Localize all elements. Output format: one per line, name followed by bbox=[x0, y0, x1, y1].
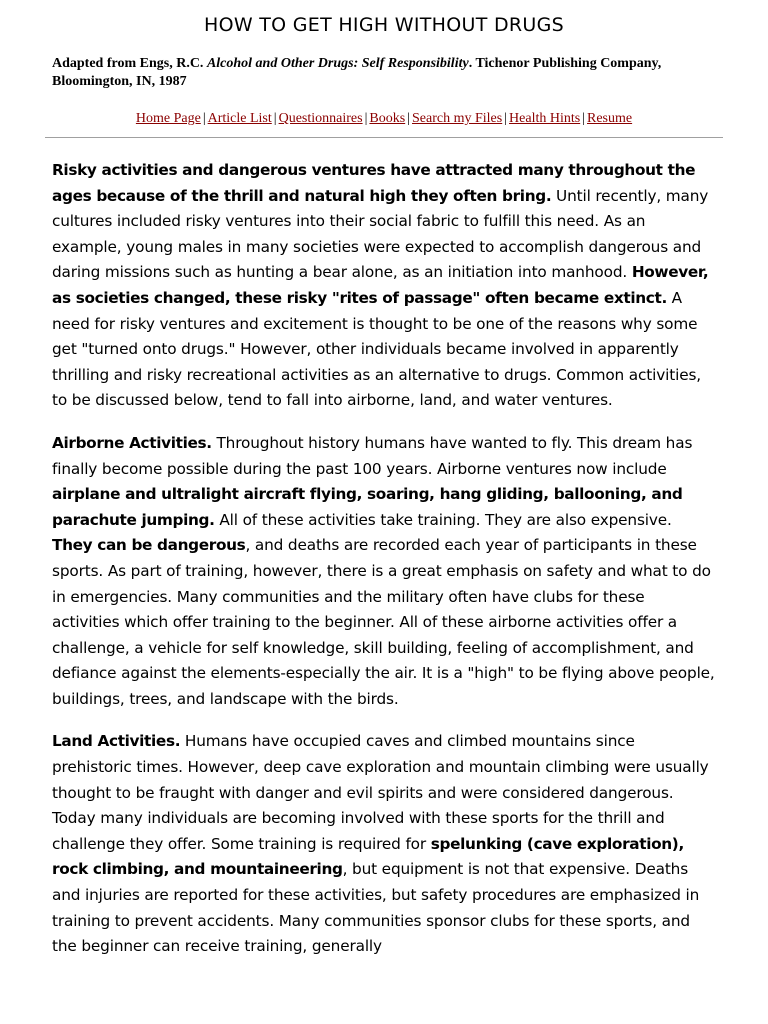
body-text: Until recently, many cultures included risky ventures into their social fabric to fulfill this need. As an example, young males in many societies were expected to accomplish dangerous and daring missions such as hunting a bear alone, as an initiation into manhood. bbox=[52, 186, 709, 282]
nav-link-books[interactable]: Books bbox=[369, 111, 406, 126]
body-text: , and deaths are recorded each year of participants in these sports. As part of training, however, there is a great emphasis on safety and what to do in emergencies. Many communities and the military often have clubs for these activities which offer training to the beginner. All of these airborne activities offer a challenge, a vehicle for self knowledge, skill building, feeling of accomplishment, and defiance against the elements-especially the air. It is a "high" to be flying above people, buildings, trees, and landscape with the birds. bbox=[52, 536, 715, 708]
nav-links bbox=[52, 110, 716, 128]
nav-separator: | bbox=[273, 111, 277, 126]
citation bbox=[52, 55, 716, 91]
nav-link-search-my-files[interactable]: Search my Files bbox=[412, 111, 503, 126]
citation-suffix: . Tichenor Publishing Company, Bloomington, IN, 1987 bbox=[52, 56, 662, 89]
nav-separator: | bbox=[504, 111, 508, 126]
nav-separator: | bbox=[407, 111, 410, 126]
bold-text: Risky activities and dangerous ventures have attracted many throughout the ages because of the thrill and natural high they often bring. bbox=[52, 161, 696, 205]
paragraph-intro bbox=[52, 158, 716, 414]
nav-link-article-list[interactable]: Article List bbox=[207, 111, 272, 126]
body-text: All of these activities take training. They are also expensive. bbox=[214, 510, 672, 529]
nav-link-home-page[interactable]: Home Page bbox=[135, 111, 201, 126]
nav-link-questionnaires[interactable]: Questionnaires bbox=[278, 111, 363, 126]
paragraph-airborne bbox=[52, 431, 716, 713]
body-text: A need for risky ventures and excitement is thought to be one of the reasons why some get "turned onto drugs." However, other individuals became involved in apparently thrilling and risky recreational activities as an alternative to drugs. Common activities, to be discussed below, tend to fall into airborne, land, and water ventures. bbox=[52, 288, 701, 410]
body-text: Humans have occupied caves and climbed mountains since prehistoric times. However, deep cave exploration and mountain climbing were usually thought to be fraught with danger and evil spirits and were considered dangerous. Today many individuals are becoming involved with these sports for the thrill and challenge they offer. Some training is required for bbox=[52, 732, 709, 853]
bold-text: They can be dangerous bbox=[52, 536, 246, 555]
nav-link-health-hints[interactable]: Health Hints bbox=[509, 111, 581, 126]
nav-link-resume[interactable]: Resume bbox=[587, 111, 633, 126]
bold-text: However, as societies changed, these risky "rites of passage" often became extinct. bbox=[52, 263, 709, 307]
page-title: HOW TO GET HIGH WITHOUT DRUGS bbox=[204, 14, 564, 36]
article-body bbox=[52, 158, 716, 960]
nav-separator: | bbox=[582, 111, 585, 126]
body-text: , but equipment is not that expensive. Deaths and injuries are reported for these activities, but safety procedures are emphasized in training to prevent accidents. Many communities sponsor clubs for these sports, and the beginner can receive training, generally bbox=[52, 860, 700, 956]
bold-text: spelunking (cave exploration), rock climbing, and mountaineering bbox=[52, 834, 684, 879]
nav-separator: | bbox=[364, 111, 368, 126]
section-heading-land: Land Activities. bbox=[52, 732, 181, 751]
citation-prefix: Adapted from Engs, R.C. bbox=[52, 56, 207, 71]
body-text: Throughout history humans have wanted to fly. This dream has finally become possible during the past 100 years. Airborne ventures now include bbox=[52, 433, 693, 478]
section-heading-airborne: Airborne Activities. bbox=[52, 433, 212, 452]
bold-text: airplane and ultralight aircraft flying, soaring, hang gliding, ballooning, and parachute jumping. bbox=[52, 485, 683, 529]
nav-separator: | bbox=[202, 111, 206, 126]
divider bbox=[45, 137, 723, 138]
paragraph-land bbox=[52, 729, 716, 959]
citation-book-title: Alcohol and Other Drugs: Self Responsibility bbox=[206, 56, 469, 71]
